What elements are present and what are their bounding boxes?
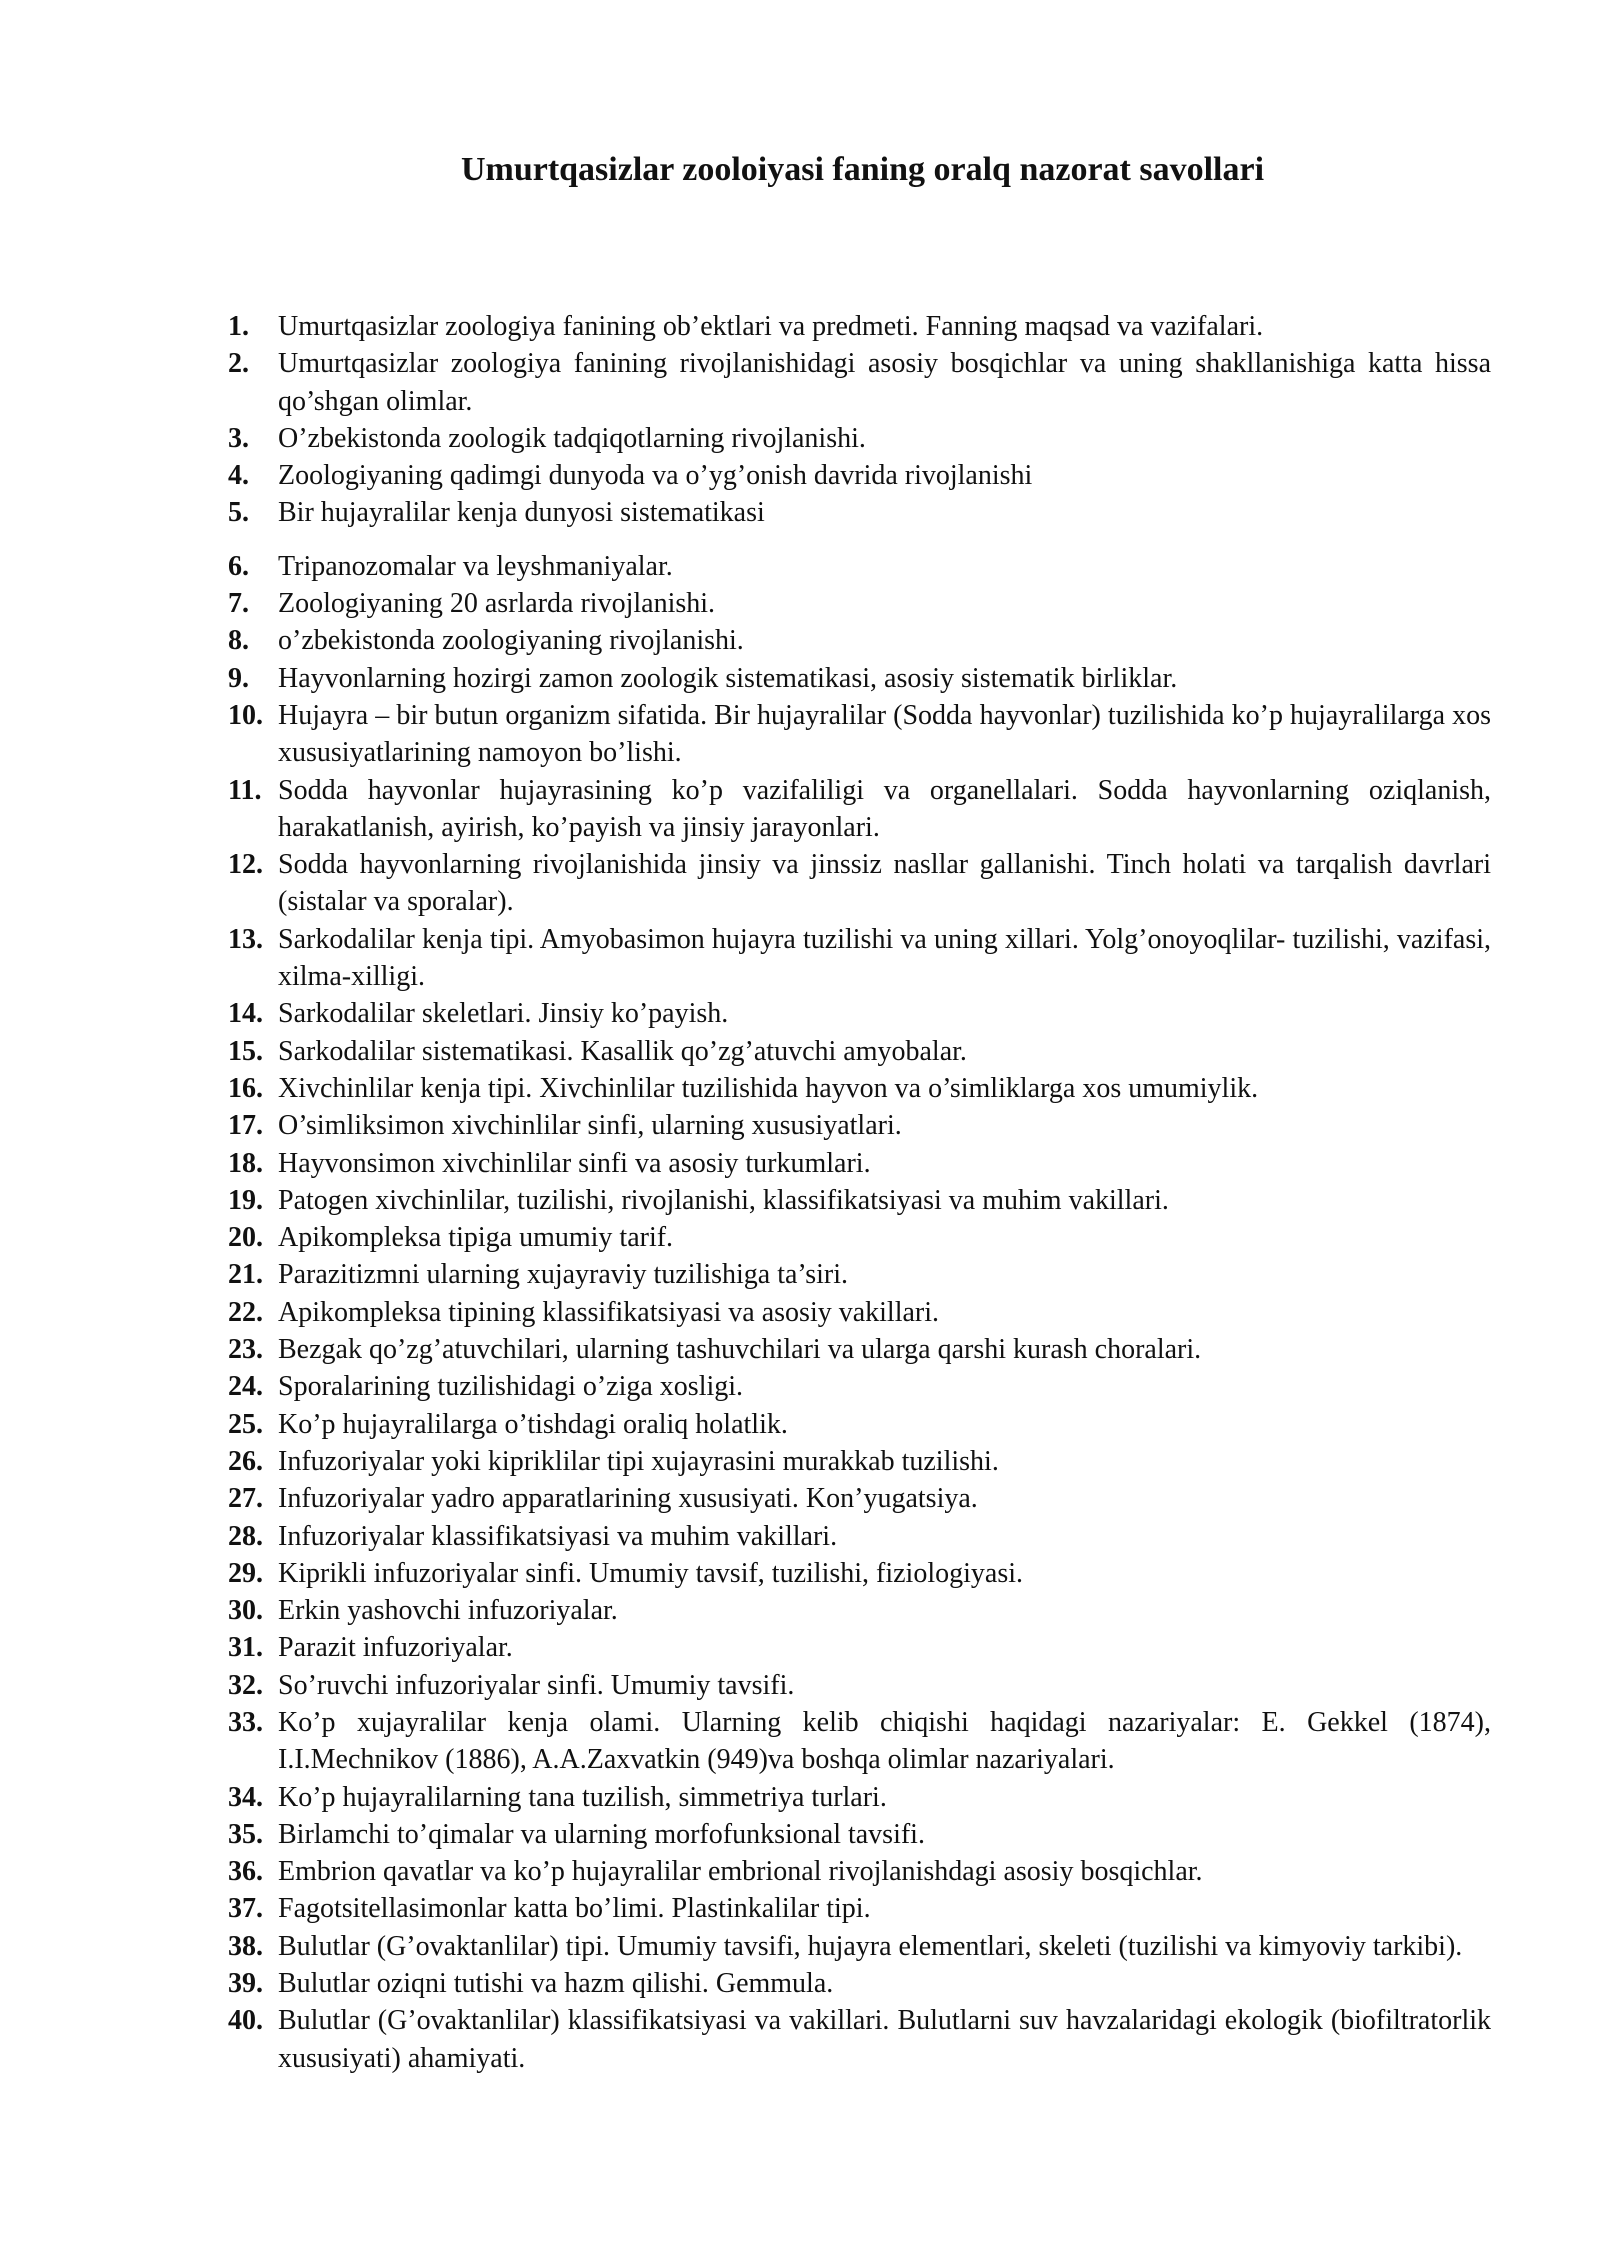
question-number: 40. [228, 2005, 263, 2037]
question-text: Apikompleksa tipining klassifikatsiyasi va asosiy vakillari. [278, 1296, 940, 1328]
question-list [228, 308, 1491, 2077]
question-item [228, 1853, 1491, 1890]
question-item [228, 494, 1491, 531]
question-text: O’zbekistonda zoologik tadqiqotlarning rivojlanishi. [278, 422, 866, 454]
question-item [228, 1033, 1491, 1070]
question-number: 8. [228, 625, 249, 657]
question-item [228, 772, 1491, 847]
question-item [228, 1145, 1491, 1182]
question-item [228, 1779, 1491, 1816]
question-number: 39. [228, 1968, 263, 2000]
question-item [228, 457, 1491, 494]
question-text: Kiprikli infuzoriyalar sinfi. Umumiy tavsif, tuzilishi, fiziologiyasi. [278, 1557, 1023, 1589]
question-number: 32. [228, 1669, 263, 1701]
question-number: 4. [228, 460, 249, 492]
question-number: 9. [228, 662, 249, 694]
question-text: Tripanozomalar va leyshmaniyalar. [278, 550, 673, 582]
question-text: Sarkodalilar skeletlari. Jinsiy ko’payish. [278, 998, 729, 1030]
question-text: Sarkodalilar kenja tipi. Amyobasimon hujayra tuzilishi va uning xillari. Yolg’onoyoqlilar- tuzilishi, vazifasi, xilma-xilligi. [278, 923, 1491, 993]
question-number: 2. [228, 348, 249, 380]
question-item [228, 660, 1491, 697]
question-item [228, 995, 1491, 1032]
question-item [228, 1219, 1491, 1256]
question-item [228, 1107, 1491, 1144]
question-number: 34. [228, 1781, 263, 1813]
question-item [228, 697, 1491, 772]
question-number: 29. [228, 1557, 263, 1589]
question-text: Patogen xivchinlilar, tuzilishi, rivojlanishi, klassifikatsiyasi va muhim vakillari. [278, 1184, 1169, 1216]
question-text: Infuzoriyalar yadro apparatlarining xususiyati. Kon’yugatsiya. [278, 1483, 978, 1515]
question-text: Zoologiyaning 20 asrlarda rivojlanishi. [278, 588, 716, 620]
question-item [228, 1704, 1491, 1779]
question-text: Zoologiyaning qadimgi dunyoda va o’yg’onish davrida rivojlanishi [278, 460, 1033, 492]
question-number: 20. [228, 1222, 263, 1254]
question-item [228, 1928, 1491, 1965]
question-text: So’ruvchi infuzoriyalar sinfi. Umumiy tavsifi. [278, 1669, 795, 1701]
question-item [228, 1816, 1491, 1853]
question-item [228, 308, 1491, 345]
question-text: Ko’p hujayralilarning tana tuzilish, simmetriya turlari. [278, 1781, 887, 1813]
question-item [228, 1070, 1491, 1107]
question-number: 28. [228, 1520, 263, 1552]
question-text: Apikompleksa tipiga umumiy tarif. [278, 1222, 674, 1254]
question-text: Infuzoriyalar klassifikatsiyasi va muhim vakillari. [278, 1520, 838, 1552]
question-number: 26. [228, 1445, 263, 1477]
question-item [228, 846, 1491, 921]
question-item [228, 345, 1491, 420]
question-text: Infuzoriyalar yoki kipriklilar tipi xujayrasini murakkab tuzilishi. [278, 1445, 999, 1477]
question-item [228, 548, 1491, 585]
question-item [228, 1406, 1491, 1443]
question-text: Ko’p hujayralilarga o’tishdagi oraliq holatlik. [278, 1408, 788, 1440]
question-number: 37. [228, 1893, 263, 1925]
question-number: 30. [228, 1595, 263, 1627]
question-text: Sodda hayvonlar hujayrasining ko’p vazifaliligi va organellalari. Sodda hayvonlarning oziqlanish, harakatlanish, ayirish, ko’payish va jinsiy jarayonlari. [278, 774, 1491, 843]
question-text: Bulutlar oziqni tutishi va hazm qilishi. Gemmula. [278, 1968, 834, 2000]
question-item [228, 1518, 1491, 1555]
question-text: Parazitizmni ularning xujayraviy tuzilishiga ta’siri. [278, 1259, 848, 1291]
question-text: Sodda hayvonlarning rivojlanishida jinsiy va jinssiz nasllar gallanishi. Tinch holati va tarqalish davrlari (sistalar va sporalar). [278, 849, 1491, 918]
question-number: 14. [228, 998, 263, 1030]
question-number: 22. [228, 1296, 263, 1328]
question-text: Birlamchi to’qimalar va ularning morfofunksional tavsifi. [278, 1818, 925, 1850]
question-number: 25. [228, 1408, 263, 1440]
question-item [228, 585, 1491, 622]
question-text: Bezgak qo’zg’atuvchilari, ularning tashuvchilari va ularga qarshi kurash choralari. [278, 1334, 1202, 1366]
question-text: o’zbekistonda zoologiyaning rivojlanishi. [278, 625, 744, 657]
question-item [228, 1443, 1491, 1480]
question-text: Bir hujayralilar kenja dunyosi sistematikasi [278, 497, 765, 529]
question-item [228, 1592, 1491, 1629]
question-number: 27. [228, 1483, 263, 1515]
question-text: Hujayra – bir butun organizm sifatida. Bir hujayralilar (Sodda hayvonlar) tuzilishida ko’p hujayralilarga xos xususiyatlarining namoyon bo’lishi. [278, 699, 1491, 769]
question-number: 11. [228, 774, 262, 806]
question-number: 31. [228, 1632, 263, 1664]
question-number: 16. [228, 1072, 263, 1104]
question-number: 38. [228, 1930, 263, 1962]
question-item [228, 1331, 1491, 1368]
question-number: 24. [228, 1371, 263, 1403]
question-item [228, 1555, 1491, 1592]
question-item [228, 1368, 1491, 1405]
question-number: 33. [228, 1706, 263, 1738]
question-text: O’simliksimon xivchinlilar sinfi, ularning xususiyatlari. [278, 1110, 902, 1142]
question-text: Bulutlar (G’ovaktanlilar) tipi. Umumiy tavsifi, hujayra elementlari, skeleti (tuzilishi va kimyoviy tarkibi). [278, 1930, 1463, 1962]
question-item [228, 921, 1491, 996]
question-text: Parazit infuzoriyalar. [278, 1632, 513, 1664]
question-item [228, 420, 1491, 457]
question-item [228, 1965, 1491, 2002]
question-text: Hayvonsimon xivchinlilar sinfi va asosiy turkumlari. [278, 1147, 871, 1179]
question-number: 15. [228, 1035, 263, 1067]
document-title: Umurtqasizlar zooloiyasi faning oralq nazorat savollari [460, 151, 1265, 188]
question-text: Umurtqasizlar zoologiya fanining rivojlanishidagi asosiy bosqichlar va uning shakllanishiga katta hissa qo’shgan olimlar. [278, 348, 1491, 417]
question-item [228, 1890, 1491, 1927]
question-number: 3. [228, 422, 249, 454]
question-number: 19. [228, 1184, 263, 1216]
question-number: 7. [228, 588, 249, 620]
question-text: Umurtqasizlar zoologiya fanining ob’ektlari va predmeti. Fanning maqsad va vazifalari. [278, 311, 1264, 342]
question-text: Xivchinlilar kenja tipi. Xivchinlilar tuzilishida hayvon va o’simliklarga xos umumiylik. [278, 1072, 1259, 1104]
question-item [228, 1256, 1491, 1293]
question-text: Bulutlar (G’ovaktanlilar) klassifikatsiyasi va vakillari. Bulutlarni suv havzalaridagi ekologik (biofiltratorlik xususiyati) ahamiyati. [278, 2005, 1491, 2074]
question-text: Erkin yashovchi infuzoriyalar. [278, 1595, 618, 1627]
question-number: 10. [228, 699, 263, 731]
question-text: Embrion qavatlar va ko’p hujayralilar embrional rivojlanishdagi asosiy bosqichlar. [278, 1856, 1203, 1888]
question-number: 35. [228, 1818, 263, 1850]
question-item [228, 1667, 1491, 1704]
question-number: 36. [228, 1856, 263, 1888]
question-text: Fagotsitellasimonlar katta bo’limi. Plastinkalilar tipi. [278, 1893, 871, 1925]
question-number: 12. [228, 849, 263, 881]
question-item [228, 2002, 1491, 2077]
question-text: Sarkodalilar sistematikasi. Kasallik qo’zg’atuvchi amyobalar. [278, 1035, 967, 1067]
question-text: Ko’p xujayralilar kenja olami. Ularning kelib chiqishi haqidagi nazariyalar: E. Gekkel (1874), I.I.Mechnikov (1886), A.A.Zaxvatkin (949)va boshqa olimlar nazariyalari. [278, 1706, 1491, 1776]
question-number: 6. [228, 550, 249, 582]
question-item [228, 1629, 1491, 1666]
question-item [228, 1182, 1491, 1219]
question-number: 18. [228, 1147, 263, 1179]
question-item [228, 622, 1491, 659]
question-number: 21. [228, 1259, 263, 1291]
question-number: 5. [228, 497, 249, 529]
question-number: 23. [228, 1334, 263, 1366]
question-text: Sporalarining tuzilishidagi o’ziga xosligi. [278, 1371, 744, 1403]
question-item [228, 1480, 1491, 1517]
question-number: 17. [228, 1110, 263, 1142]
question-number: 1. [228, 311, 249, 342]
question-text: Hayvonlarning hozirgi zamon zoologik sistematikasi, asosiy sistematik birliklar. [278, 662, 1178, 694]
question-number: 13. [228, 923, 263, 955]
question-item [228, 1294, 1491, 1331]
